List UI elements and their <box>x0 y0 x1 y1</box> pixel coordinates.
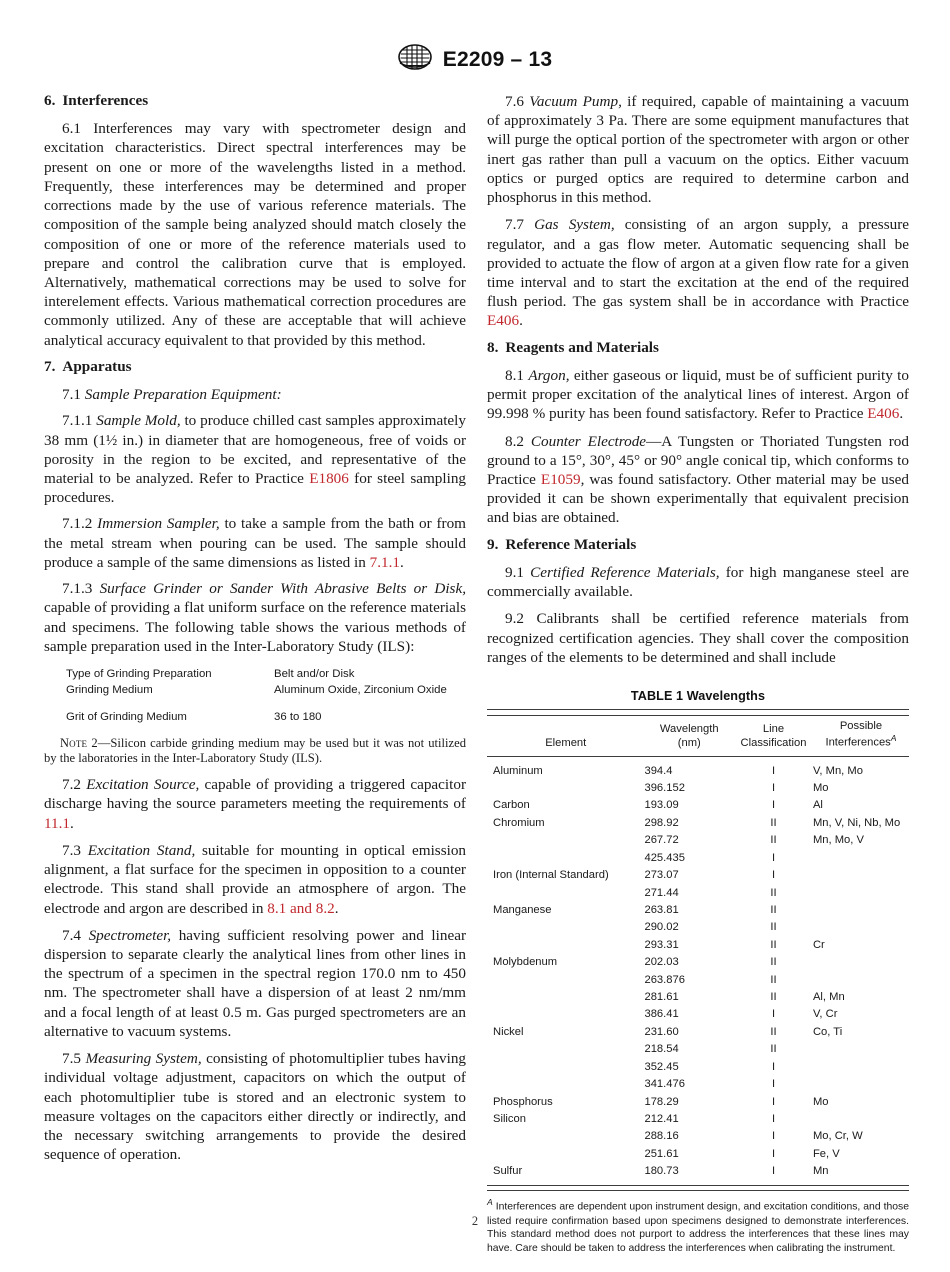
table-1-header-row <box>487 715 909 756</box>
grinding-key: Grit of Grinding Medium <box>66 711 187 724</box>
section-8-number: 8. <box>487 338 499 356</box>
table-row <box>487 902 909 919</box>
table-row <box>487 972 909 989</box>
footnote-marker: A <box>487 1197 493 1208</box>
footnote-text: Interferences are dependent upon instrument design, and excitation conditions, and those listed require confirmation based upon specimens designed to demonstrate interferences. This standard method does not purport to address the interferences that these lines may have. Care should be taken to address the interferences when calibrating the instrument. <box>487 1201 909 1255</box>
para-7-6-number: 7.6 <box>505 93 524 110</box>
cell-line-class: I <box>771 1078 776 1091</box>
para-7-2-text-a: capable of providing a triggered capacitor discharge having the source parameters meeting the requirements of <box>44 776 467 813</box>
note-label: Note <box>60 735 88 750</box>
para-7-1-1-italic: Sample Mold, <box>96 412 181 430</box>
cell-element <box>487 1041 638 1058</box>
para-7-6-italic: Vacuum Pump, <box>529 93 622 110</box>
para-8-2-number: 8.2 <box>505 432 524 450</box>
cell-line-class: II <box>770 816 777 829</box>
paragraph-7-1 <box>44 385 466 404</box>
para-8-1-number: 8.1 <box>505 366 524 384</box>
cell-element: Phosphorus <box>493 1095 553 1108</box>
grinding-key: Type of Grinding Preparation <box>66 667 212 680</box>
para-7-4-italic: Spectrometer, <box>88 926 172 944</box>
section-7-title: Apparatus <box>62 357 132 375</box>
col-header-wavelength-line2: (nm) <box>677 736 701 749</box>
cell-element <box>487 832 638 849</box>
para-7-1-3-italic: Surface Grinder or Sander With Abrasive Belts or Disk, <box>99 580 466 598</box>
cell-interferences <box>813 850 909 867</box>
right-column <box>487 92 909 1256</box>
para-7-4-text: having sufficient resolving power and linear dispersion to separate clearly the analytical lines from other lines in the spectrum of a specimen in the spectral region 170.0 nm to 450 nm. The spectrometer shall have a dispersion of at least 2 nm/mm and a focal length of at least 0.5 m. Gas purged spectrometers are an alternative to vacuum systems. <box>44 926 466 1040</box>
cell-line-class: I <box>771 851 776 864</box>
cell-element <box>487 1059 638 1076</box>
cell-interferences: Mo <box>812 1095 829 1108</box>
cell-element: Silicon <box>493 1113 526 1126</box>
cell-line-class: I <box>771 1130 776 1143</box>
section-heading-6 <box>44 92 466 110</box>
paragraph-7-3 <box>44 841 466 918</box>
cell-wavelength: 180.73 <box>644 1165 679 1178</box>
para-7-7-italic: Gas System, <box>534 216 615 234</box>
table-row <box>487 1076 909 1093</box>
paragraph-7-5 <box>44 1049 466 1164</box>
table-row <box>487 850 909 867</box>
paragraph-7-1-3 <box>44 579 466 656</box>
cell-interferences <box>813 1059 909 1076</box>
col-header-possible-interferences-line1: Possible <box>839 719 883 732</box>
col-header-possible-interferences <box>813 715 909 756</box>
para-7-1-number: 7.1 <box>62 386 81 404</box>
cell-line-class: I <box>771 1113 776 1126</box>
para-7-5-italic: Measuring System, <box>85 1050 202 1068</box>
link-e406[interactable]: E406 <box>487 312 520 330</box>
cell-wavelength: 293.31 <box>644 938 679 951</box>
cell-wavelength: 394.4 <box>644 764 673 777</box>
paragraph-6-1 <box>44 119 466 350</box>
cell-wavelength: 396.152 <box>644 782 685 794</box>
cell-element <box>487 989 638 1006</box>
table-row <box>487 780 909 797</box>
cell-element: Molybdenum <box>493 956 558 969</box>
para-7-7-text-b: . <box>519 312 523 330</box>
link-11-1[interactable]: 11.1 <box>44 814 71 832</box>
cell-wavelength: 202.03 <box>644 956 679 969</box>
para-8-1-italic: Argon, <box>528 366 570 384</box>
section-6-title: Interferences <box>62 92 149 109</box>
table-row <box>487 1041 909 1058</box>
paragraph-7-7 <box>487 215 909 330</box>
cell-wavelength: 263.81 <box>644 903 679 916</box>
cell-element: Sulfur <box>493 1165 523 1178</box>
col-header-possible-interferences-line2: Interferences <box>825 736 891 749</box>
cell-element <box>487 1128 638 1145</box>
para-8-2-text-a: —A Tungsten or Thoriated Tungsten rod ground to a 15°, 30°, 45° or 90° angle conical tip, which conforms to Practice <box>487 432 909 488</box>
cell-interferences <box>813 1111 909 1128</box>
paragraph-9-2 <box>487 609 909 667</box>
cell-interferences: V, Mn, Mo <box>812 764 863 777</box>
cell-interferences: Fe, V <box>812 1147 840 1160</box>
cell-interferences: Mo, Cr, W <box>812 1130 863 1143</box>
section-7-number: 7. <box>44 357 56 375</box>
section-9-number: 9. <box>487 535 499 553</box>
paragraph-8-1 <box>487 366 909 424</box>
para-6-1-text: Interferences may vary with spectrometer design and excitation characteristics. Direct spectral interferences may be present on one or more of the wavelengths listed in a method. Frequently, these interferences may be determined and proper corrections made by the use of various reference materials. The composition of the sample being analyzed should match closely the composition of one or more of the reference materials used to prepare and control the calibration curve that is employed. Alternatively, mathematical corrections may be used to solve for interelement effects. Various mathematical correction procedures are commonly utilized. Any of these are acceptable that will achieve analytical accuracy equivalent to that provided by this method. <box>44 120 466 349</box>
table-row <box>487 1128 909 1145</box>
cell-wavelength: 212.41 <box>644 1113 679 1126</box>
col-header-wavelength <box>638 715 734 756</box>
table-row <box>487 937 909 954</box>
para-7-1-italic: Sample Preparation Equipment: <box>84 386 282 404</box>
para-7-4-number: 7.4 <box>62 926 81 944</box>
table-row <box>487 1059 909 1076</box>
cell-line-class: I <box>771 869 776 882</box>
paragraph-7-1-1 <box>44 411 466 507</box>
grinding-value: Aluminum Oxide, Zirconium Oxide <box>274 684 447 697</box>
cell-interferences <box>813 1041 909 1058</box>
table-row <box>487 1006 909 1023</box>
cell-line-class: II <box>770 991 777 1004</box>
cell-interferences: Co, Ti <box>812 1025 843 1038</box>
grinding-key: Grinding Medium <box>66 684 153 697</box>
page-number: 2 <box>471 1214 479 1228</box>
cell-wavelength: 341.476 <box>644 1078 685 1091</box>
cell-interferences <box>813 902 909 919</box>
cell-interferences <box>813 954 909 971</box>
cell-wavelength: 193.09 <box>644 799 679 812</box>
cell-wavelength: 178.29 <box>644 1095 679 1108</box>
cell-interferences: Mo <box>812 782 829 794</box>
left-column <box>44 92 466 1172</box>
table-row <box>487 989 909 1006</box>
cell-wavelength: 271.44 <box>644 886 679 899</box>
table-row <box>487 867 909 884</box>
cell-wavelength: 290.02 <box>644 921 679 934</box>
cell-wavelength: 298.92 <box>644 816 679 829</box>
para-7-3-text-b: . <box>334 899 339 917</box>
cell-element <box>487 972 638 989</box>
cell-line-class: I <box>771 1147 776 1160</box>
cell-element <box>487 850 638 867</box>
link-8-1-and-8-2[interactable]: 8.1 and 8.2 <box>267 899 335 917</box>
para-9-2-number: 9.2 <box>505 610 524 628</box>
paragraph-9-1 <box>487 563 909 601</box>
para-9-2-text: Calibrants shall be certified reference materials from recognized certification agencies. They shall cover the composition ranges of the elements to be determined and shall include <box>487 610 909 666</box>
para-7-5-text: consisting of photomultiplier tubes having individual voltage adjustment, capacitors on which the output of each photomultiplier tube is stored and an electronic system to measure voltages on the capacitors either directly or indirectly, and the necessary switching arrangements to provide the desired sequence of operation. <box>44 1050 467 1164</box>
cell-line-class: I <box>771 782 776 794</box>
grinding-row <box>66 709 462 725</box>
cell-element <box>487 780 638 797</box>
cell-element: Carbon <box>493 799 530 812</box>
table-row <box>487 1024 909 1041</box>
cell-wavelength: 281.61 <box>644 991 679 1004</box>
para-7-1-2-text-b: . <box>400 553 404 571</box>
section-9-title: Reference Materials <box>505 535 637 553</box>
para-9-1-number: 9.1 <box>505 563 524 581</box>
grinding-row <box>66 682 462 698</box>
cell-element <box>487 937 638 954</box>
table-row <box>487 1111 909 1128</box>
paragraph-8-2 <box>487 432 909 528</box>
cell-wavelength: 352.45 <box>644 1060 679 1073</box>
cell-interferences <box>813 1076 909 1093</box>
para-7-2-text-b: . <box>70 814 74 832</box>
link-e406-2[interactable]: E406 <box>867 405 900 423</box>
cell-line-class: II <box>770 886 777 899</box>
table-row <box>487 1146 909 1163</box>
cell-element: Iron (Internal Standard) <box>493 869 609 882</box>
para-9-1-text: for high manganese steel are commercially available. <box>487 563 909 601</box>
section-heading-9 <box>487 536 909 554</box>
para-7-2-italic: Excitation Source, <box>86 776 200 794</box>
para-9-1-italic: Certified Reference Materials, <box>530 563 720 581</box>
cell-element: Manganese <box>493 903 552 916</box>
col-header-element <box>487 715 638 756</box>
table-row <box>487 815 909 832</box>
para-7-1-1-text-b: for steel sampling procedures. <box>44 469 467 507</box>
cell-wavelength: 218.54 <box>644 1043 679 1056</box>
paragraph-7-2 <box>44 775 466 833</box>
cell-wavelength: 273.07 <box>644 869 679 882</box>
link-e1806[interactable]: E1806 <box>309 469 349 487</box>
cell-interferences <box>813 884 909 901</box>
note-number: 2— <box>87 735 111 750</box>
footnote-marker-header: A <box>890 733 897 744</box>
cell-interferences: Mn, V, Ni, Nb, Mo <box>812 816 901 829</box>
grinding-row <box>66 666 462 682</box>
rule-bottom <box>487 1185 909 1191</box>
para-8-2-text-b: , was found satisfactory. Other material may be used provided it can be shown experimentally that equivalent precision and bias are obtained. <box>487 470 909 527</box>
col-header-element-line1: Element <box>545 736 587 749</box>
cell-interferences: Mn <box>812 1165 829 1178</box>
col-header-line-classification-line2: Classification <box>740 736 807 749</box>
link-e1059[interactable]: E1059 <box>540 470 581 488</box>
cell-line-class: II <box>770 973 777 986</box>
cell-element <box>487 919 638 936</box>
table-row <box>487 954 909 971</box>
cell-element <box>487 1076 638 1093</box>
table-1-header <box>487 709 909 758</box>
paragraph-7-6 <box>487 92 909 207</box>
cell-element <box>487 1146 638 1163</box>
cell-line-class: II <box>770 938 777 951</box>
table-1-body <box>487 759 909 1191</box>
cell-wavelength: 263.876 <box>644 973 685 986</box>
para-7-1-3-text: capable of providing a flat uniform surface on the reference materials and specimens. The following table shows the various methods of sample preparation used in the Inter-Laboratory Study (ILS): <box>44 599 466 655</box>
cell-wavelength: 231.60 <box>644 1025 679 1038</box>
para-7-3-text-a: suitable for mounting in optical emission alignment, a flat surface for the specimen in opposition to a counter electrode. This stand shall provide an atmosphere of argon. The electrode and argon are described in <box>44 841 467 917</box>
cell-interferences <box>813 972 909 989</box>
para-7-3-number: 7.3 <box>62 841 81 859</box>
col-header-line-classification <box>734 715 813 756</box>
col-header-wavelength-line1: Wavelength <box>659 723 719 736</box>
para-7-3-italic: Excitation Stand, <box>87 841 196 859</box>
cell-element: Aluminum <box>493 764 543 777</box>
paragraph-7-4 <box>44 926 466 1041</box>
cell-line-class: I <box>771 1060 776 1073</box>
cell-line-class: II <box>770 834 777 847</box>
cell-line-class: I <box>771 799 776 812</box>
table-1-wavelengths <box>487 709 909 1191</box>
paragraph-7-1-2 <box>44 514 466 572</box>
para-7-1-2-italic: Immersion Sampler, <box>97 515 220 533</box>
para-7-1-3-number: 7.1.3 <box>62 580 93 598</box>
cell-interferences: Cr <box>812 938 825 951</box>
col-header-line-classification-line1: Line <box>762 723 785 736</box>
para-7-1-2-text-a: to take a sample from the bath or from the metal stream when pouring can be used. The sample should produce a sample of the same dimensions as listed in <box>44 515 466 571</box>
table-1-wrapper <box>487 689 909 1256</box>
cell-element: Chromium <box>493 816 545 829</box>
cell-wavelength: 425.435 <box>644 851 685 864</box>
section-6-number: 6. <box>44 92 56 109</box>
note-text: Silicon carbide grinding medium may be used but it was not utilized by the laboratories in the Inter-Laboratory Study (ILS). <box>44 735 466 765</box>
cell-element <box>487 884 638 901</box>
table-row <box>487 1163 909 1185</box>
cell-line-class: II <box>770 1025 777 1038</box>
grinding-preparation-table <box>66 666 462 726</box>
cell-element: Nickel <box>493 1025 524 1038</box>
cell-line-class: II <box>770 956 777 969</box>
table-row <box>487 797 909 814</box>
section-heading-8 <box>487 339 909 357</box>
para-8-1-text-a: either gaseous or liquid, must be of sufficient purity to permit proper excitation of the analytical lines of interest. Argon of 99.998 % purity has been found satisfactory. Refer to Practice <box>487 366 909 423</box>
table-1-title: TABLE 1 Wavelengths <box>630 688 766 703</box>
cell-line-class: II <box>770 1043 777 1056</box>
section-heading-7 <box>44 358 466 376</box>
cell-interferences <box>813 919 909 936</box>
cell-line-class: II <box>770 921 777 934</box>
para-7-6-text: if required, capable of maintaining a vacuum of approximately 3 Pa. There are some equipment manufactures that will purge the optical portion of the spectrometer with argon or other inert gas rather than pull a vacuum on the optics. Either vacuum optics or purged optics are required to determine carbon and phosphorus in this method. <box>487 93 910 207</box>
para-7-1-1-number: 7.1.1 <box>62 412 93 430</box>
astm-logo-icon <box>398 44 432 75</box>
table-row <box>487 1094 909 1111</box>
page-header <box>0 44 950 75</box>
para-7-7-number: 7.7 <box>505 216 524 234</box>
cell-interferences: V, Cr <box>812 1008 838 1021</box>
para-7-1-2-number: 7.1.2 <box>62 515 93 533</box>
cell-wavelength: 251.61 <box>644 1147 679 1160</box>
cell-line-class: I <box>771 764 776 777</box>
para-8-2-italic: Counter Electrode <box>530 432 647 450</box>
table-row <box>487 759 909 780</box>
cell-line-class: I <box>771 1008 776 1021</box>
table-1-rule-bottom <box>487 1185 909 1191</box>
cell-interferences: Mn, Mo, V <box>812 834 864 847</box>
cell-interferences: Al, Mn <box>812 991 845 1004</box>
para-6-1-number: 6.1 <box>62 120 81 138</box>
grinding-value: 36 to 180 <box>274 711 322 724</box>
cell-wavelength: 267.72 <box>644 834 679 847</box>
para-7-2-number: 7.2 <box>62 776 81 794</box>
para-7-5-number: 7.5 <box>62 1050 81 1068</box>
cell-interferences: Al <box>812 799 823 812</box>
cell-line-class: I <box>771 1095 776 1108</box>
cell-interferences <box>813 867 909 884</box>
note-2 <box>44 736 466 767</box>
cell-line-class: II <box>770 903 777 916</box>
cell-element <box>487 1006 638 1023</box>
para-7-7-text-a: consisting of an argon supply, a pressure regulator, and a gas flow meter. Automatic sequencing shall be provided to actuate the flow of argon at a given flow rate for a given time interval and to start the excitation at the end of the required flush period. The gas system shall be in accordance with Practice <box>487 216 909 311</box>
para-7-1-1-text-a: to produce chilled cast samples approximately 38 mm (1½ in.) in diameter that are homogeneous, free of voids or porosity in the region to be excited, and representative of the material to be analyzed. Refer to Practice <box>44 412 466 487</box>
grinding-value: Belt and/or Disk <box>274 667 355 680</box>
table-row <box>487 919 909 936</box>
cell-wavelength: 288.16 <box>644 1130 679 1143</box>
link-7-1-1[interactable]: 7.1.1 <box>369 553 400 571</box>
section-8-title: Reagents and Materials <box>505 338 659 356</box>
standard-designation: E2209 – 13 <box>442 47 553 71</box>
table-row <box>487 832 909 849</box>
table-row <box>487 884 909 901</box>
cell-line-class: I <box>771 1165 776 1178</box>
para-8-1-text-b: . <box>899 405 904 423</box>
cell-wavelength: 386.41 <box>644 1008 679 1021</box>
